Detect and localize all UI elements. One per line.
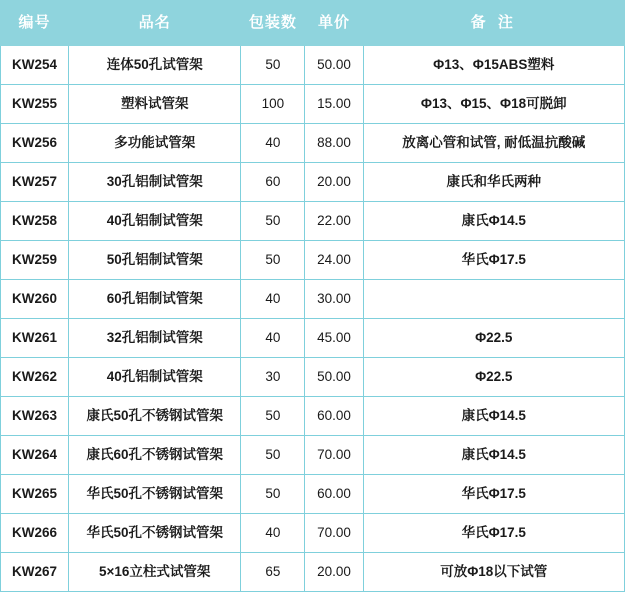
cell-pack: 65 <box>241 553 305 592</box>
cell-price: 20.00 <box>305 163 363 202</box>
cell-price: 22.00 <box>305 202 363 241</box>
cell-pack: 50 <box>241 241 305 280</box>
cell-price: 50.00 <box>305 46 363 85</box>
table-row <box>1 241 625 280</box>
cell-code: KW265 <box>1 475 69 514</box>
table-header-row <box>1 1 625 46</box>
cell-pack: 50 <box>241 475 305 514</box>
column-header-remark: 备 注 <box>363 1 624 46</box>
table-row <box>1 85 625 124</box>
cell-remark: 华氏Φ17.5 <box>363 241 624 280</box>
cell-code: KW261 <box>1 319 69 358</box>
table-row <box>1 397 625 436</box>
cell-remark: Φ13、Φ15ABS塑料 <box>363 46 624 85</box>
table-header <box>1 1 625 46</box>
cell-code: KW266 <box>1 514 69 553</box>
cell-name: 32孔铝制试管架 <box>69 319 241 358</box>
cell-remark: 康氏Φ14.5 <box>363 202 624 241</box>
cell-price: 24.00 <box>305 241 363 280</box>
cell-pack: 100 <box>241 85 305 124</box>
cell-pack: 50 <box>241 397 305 436</box>
cell-code: KW254 <box>1 46 69 85</box>
cell-code: KW256 <box>1 124 69 163</box>
cell-remark <box>363 280 624 319</box>
cell-pack: 50 <box>241 436 305 475</box>
table-row <box>1 319 625 358</box>
cell-remark: 放离心管和试管, 耐低温抗酸碱 <box>363 124 624 163</box>
cell-name: 5×16立柱式试管架 <box>69 553 241 592</box>
cell-name: 康氏60孔不锈钢试管架 <box>69 436 241 475</box>
cell-remark: 康氏和华氏两种 <box>363 163 624 202</box>
cell-name: 40孔铝制试管架 <box>69 358 241 397</box>
table-row <box>1 475 625 514</box>
cell-code: KW267 <box>1 553 69 592</box>
cell-pack: 50 <box>241 202 305 241</box>
cell-code: KW260 <box>1 280 69 319</box>
cell-price: 70.00 <box>305 436 363 475</box>
cell-price: 70.00 <box>305 514 363 553</box>
cell-price: 30.00 <box>305 280 363 319</box>
column-header-pack: 包装数 <box>241 1 305 46</box>
cell-remark: Φ22.5 <box>363 319 624 358</box>
cell-remark: Φ13、Φ15、Φ18可脱卸 <box>363 85 624 124</box>
column-header-code: 编号 <box>1 1 69 46</box>
cell-price: 15.00 <box>305 85 363 124</box>
cell-pack: 40 <box>241 514 305 553</box>
table-row <box>1 553 625 592</box>
table-row <box>1 163 625 202</box>
cell-code: KW257 <box>1 163 69 202</box>
column-header-price: 单价 <box>305 1 363 46</box>
cell-price: 45.00 <box>305 319 363 358</box>
table-row <box>1 514 625 553</box>
cell-remark: 华氏Φ17.5 <box>363 475 624 514</box>
cell-price: 60.00 <box>305 475 363 514</box>
cell-code: KW263 <box>1 397 69 436</box>
cell-code: KW264 <box>1 436 69 475</box>
table-row <box>1 436 625 475</box>
table-row <box>1 280 625 319</box>
cell-name: 50孔铝制试管架 <box>69 241 241 280</box>
table-row <box>1 46 625 85</box>
cell-name: 华氏50孔不锈钢试管架 <box>69 475 241 514</box>
cell-pack: 30 <box>241 358 305 397</box>
cell-name: 30孔铝制试管架 <box>69 163 241 202</box>
cell-remark: Φ22.5 <box>363 358 624 397</box>
cell-remark: 可放Φ18以下试管 <box>363 553 624 592</box>
cell-code: KW259 <box>1 241 69 280</box>
cell-name: 塑料试管架 <box>69 85 241 124</box>
cell-price: 50.00 <box>305 358 363 397</box>
cell-name: 康氏50孔不锈钢试管架 <box>69 397 241 436</box>
cell-pack: 60 <box>241 163 305 202</box>
cell-remark: 康氏Φ14.5 <box>363 436 624 475</box>
cell-pack: 40 <box>241 319 305 358</box>
cell-pack: 40 <box>241 124 305 163</box>
cell-price: 60.00 <box>305 397 363 436</box>
cell-name: 连体50孔试管架 <box>69 46 241 85</box>
cell-name: 华氏50孔不锈钢试管架 <box>69 514 241 553</box>
cell-remark: 康氏Φ14.5 <box>363 397 624 436</box>
cell-price: 88.00 <box>305 124 363 163</box>
table-row <box>1 124 625 163</box>
cell-name: 40孔铝制试管架 <box>69 202 241 241</box>
cell-code: KW258 <box>1 202 69 241</box>
cell-code: KW255 <box>1 85 69 124</box>
table-row <box>1 358 625 397</box>
cell-price: 20.00 <box>305 553 363 592</box>
table-row <box>1 202 625 241</box>
cell-name: 60孔铝制试管架 <box>69 280 241 319</box>
cell-name: 多功能试管架 <box>69 124 241 163</box>
cell-pack: 50 <box>241 46 305 85</box>
cell-remark: 华氏Φ17.5 <box>363 514 624 553</box>
table-body <box>1 46 625 592</box>
cell-pack: 40 <box>241 280 305 319</box>
column-header-name: 品名 <box>69 1 241 46</box>
cell-code: KW262 <box>1 358 69 397</box>
